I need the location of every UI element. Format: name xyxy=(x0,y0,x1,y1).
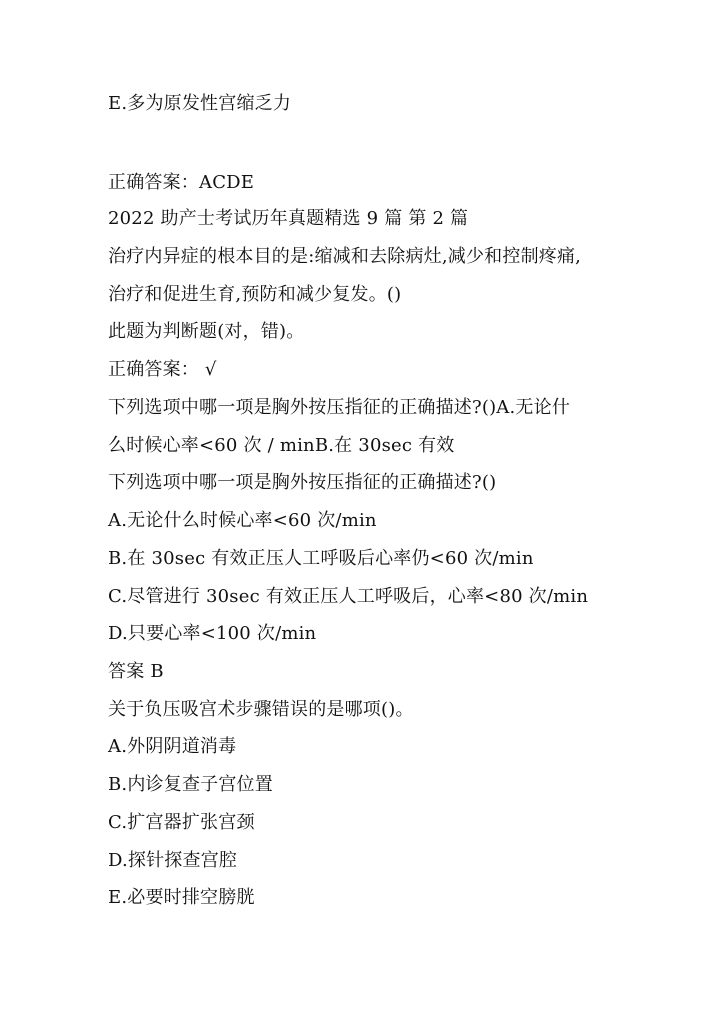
question-text-line: 下列选项中哪一项是胸外按压指征的正确描述?() xyxy=(108,472,497,493)
option-a-line: A.无论什么时候心率<60 次/min xyxy=(108,510,377,531)
option-b-line: B.内诊复查子宫位置 xyxy=(108,774,273,795)
answer-line: 答案 B xyxy=(108,661,164,682)
question-text-line: 么时候心率<60 次 / minB.在 30sec 有效 xyxy=(108,435,455,456)
question-text-line: 关于负压吸宫术步骤错误的是哪项()。 xyxy=(108,699,414,720)
question-text-line: 治疗内异症的根本目的是:缩减和去除病灶,减少和控制疼痛, xyxy=(108,246,582,267)
question-text-line: 下列选项中哪一项是胸外按压指征的正确描述?()A.无论什 xyxy=(108,397,571,418)
option-d-line: D.探针探查宫腔 xyxy=(108,850,238,871)
option-a-line: A.外阴阴道消毒 xyxy=(108,736,237,757)
option-e-line: E.多为原发性宫缩乏力 xyxy=(108,93,292,114)
option-c-line: C.尽管进行 30sec 有效正压人工呼吸后，心率<80 次/min xyxy=(108,586,589,607)
option-d-line: D.只要心率<100 次/min xyxy=(108,623,317,644)
question-type-line: 此题为判断题(对，错)。 xyxy=(108,321,305,342)
section-heading: 2022 助产士考试历年真题精选 9 篇 第 2 篇 xyxy=(108,208,469,229)
option-c-line: C.扩宫器扩张宫颈 xyxy=(108,812,255,833)
option-e-line: E.必要时排空膀胱 xyxy=(108,887,255,908)
answer-line: 正确答案： √ xyxy=(108,359,217,380)
answer-line: 正确答案：ACDE xyxy=(108,172,255,193)
question-text-line: 治疗和促进生育,预防和减少复发。() xyxy=(108,284,402,305)
option-b-line: B.在 30sec 有效正压人工呼吸后心率仍<60 次/min xyxy=(108,548,534,569)
